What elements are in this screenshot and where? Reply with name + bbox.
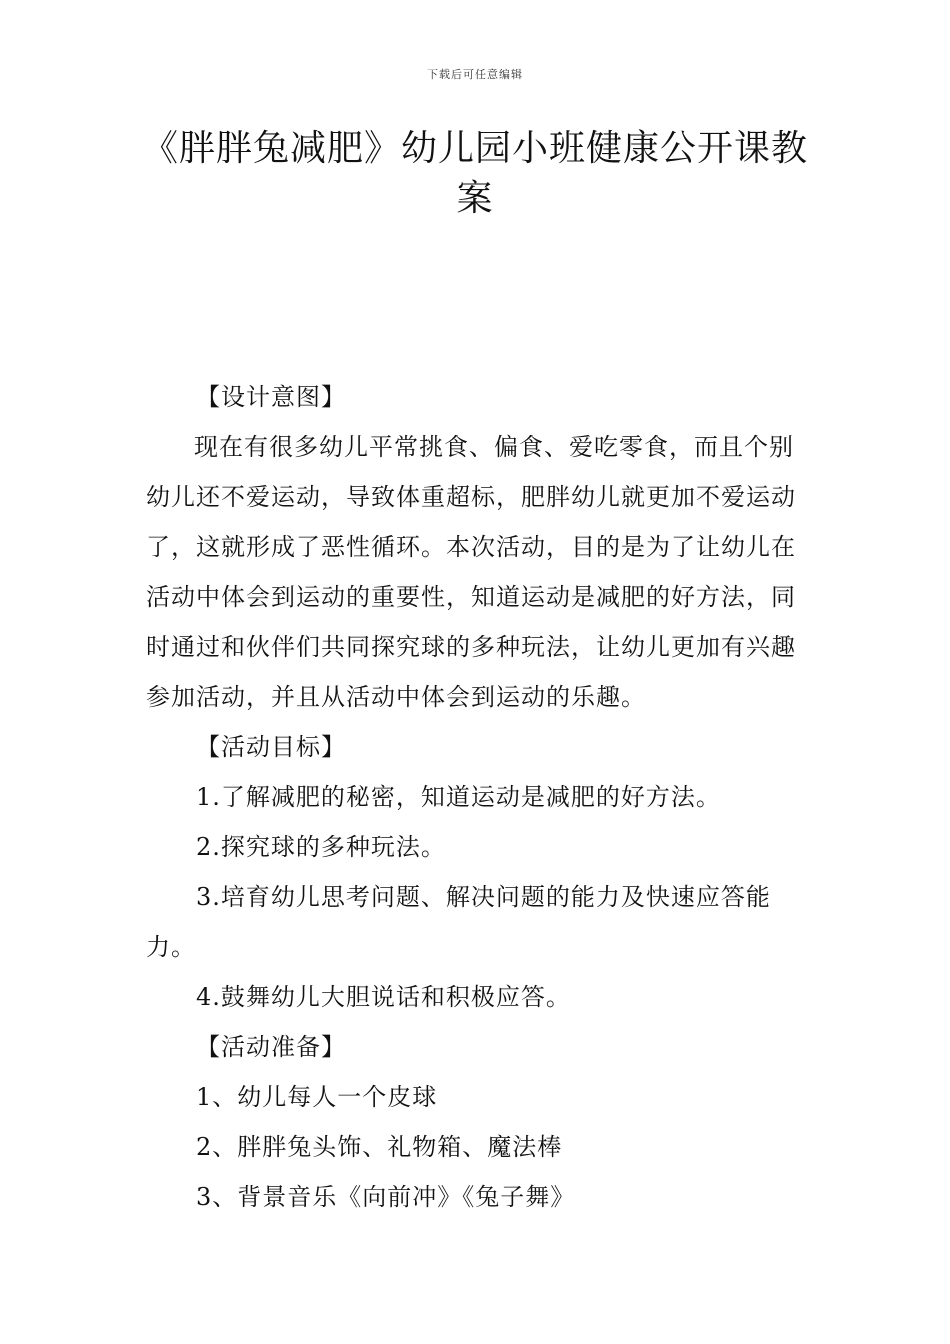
section-heading-goals: 【活动目标】 [196,733,346,761]
goal-item: 4.鼓舞幼儿大胆说话和积极应答。 [196,983,571,1011]
goal-item: 1.了解减肥的秘密，知道运动是减肥的好方法。 [196,783,721,811]
document-title: 《胖胖兔减肥》幼儿园小班健康公开课教案 [141,128,808,219]
design-paragraph: 现在有很多幼儿平常挑食、偏食、爱吃零食，而且个别幼儿还不爱运动，导致体重超标，肥胖幼儿就更加不爱运动了，这就形成了恶性循环。本次活动，目的是为了让幼儿在活动中体会到运动的重要性，知道运动是减肥的好方法，同时通过和伙伴们共同探究球的多种玩法，让幼儿更加有兴趣参加活动，并且从活动中体会到运动的乐趣。 [146,433,796,711]
goal-item: 2.探究球的多种玩法。 [196,833,446,861]
document-body [146,372,806,1222]
section-heading-design: 【设计意图】 [196,383,346,411]
prep-item: 2、胖胖兔头饰、礼物箱、魔法棒 [196,1133,563,1161]
header-note: 下载后可任意编辑 [427,68,523,81]
goal-item: 3.培育幼儿思考问题、解决问题的能力及快速应答能力。 [146,883,771,961]
prep-item: 1、幼儿每人一个皮球 [196,1083,438,1111]
prep-item: 3、背景音乐《向前冲》《兔子舞》 [196,1183,576,1211]
section-heading-prep: 【活动准备】 [196,1033,346,1061]
